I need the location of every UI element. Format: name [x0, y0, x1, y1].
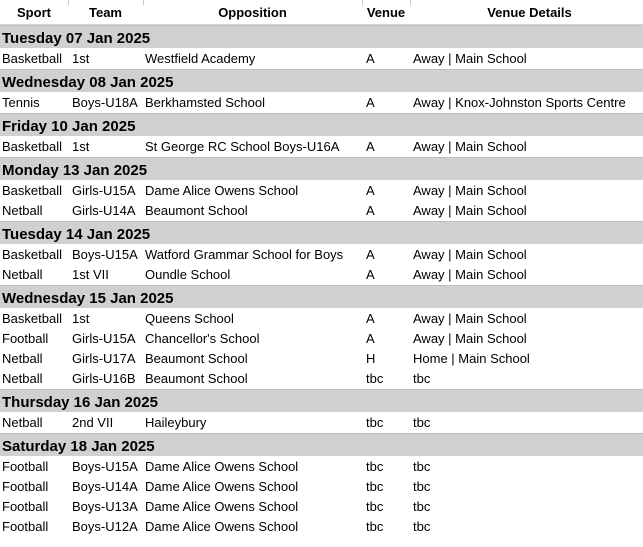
fixture-venue-cell[interactable]: A [366, 51, 375, 66]
fixture-venue-cell[interactable]: H [366, 351, 376, 366]
fixture-team-cell[interactable]: 1st [72, 311, 90, 326]
fixture-row[interactable] [0, 265, 643, 285]
fixture-venue-cell[interactable]: tbc [366, 519, 384, 534]
fixture-opposition-cell[interactable]: Berkhamsted School [145, 95, 265, 110]
column-header-venue[interactable]: Venue [366, 5, 406, 20]
fixture-sport-cell[interactable]: Basketball [2, 51, 62, 66]
fixture-row[interactable] [0, 497, 643, 517]
fixture-opposition-cell[interactable]: Oundle School [145, 267, 231, 282]
fixture-team-cell[interactable]: 1st VII [72, 267, 109, 282]
date-group-header[interactable] [0, 113, 643, 137]
fixture-venue-details-cell[interactable]: tbc [413, 371, 431, 386]
fixture-opposition-cell[interactable]: Dame Alice Owens School [145, 519, 299, 534]
fixture-row[interactable] [0, 245, 643, 265]
fixture-row[interactable] [0, 349, 643, 369]
column-header-sport[interactable]: Sport [17, 5, 51, 20]
date-group-label: Wednesday 15 Jan 2025 [2, 290, 174, 307]
fixture-venue-details-cell[interactable]: Away | Main School [413, 139, 527, 154]
date-group-label: Wednesday 08 Jan 2025 [2, 74, 174, 91]
column-divider [362, 0, 363, 5]
date-group-header[interactable] [0, 69, 643, 93]
fixture-venue-cell[interactable]: tbc [366, 371, 384, 386]
fixture-sport-cell[interactable]: Basketball [2, 247, 62, 262]
fixture-team-cell[interactable]: Girls-U17A [72, 351, 136, 366]
fixture-opposition-cell[interactable]: St George RC School Boys-U16A [145, 139, 340, 154]
fixture-sport-cell[interactable]: Netball [2, 267, 43, 282]
fixture-sport-cell[interactable]: Football [2, 499, 49, 514]
fixture-venue-details-cell[interactable]: Away | Main School [413, 331, 527, 346]
fixture-venue-cell[interactable]: tbc [366, 415, 384, 430]
fixture-venue-cell[interactable]: A [366, 331, 375, 346]
fixture-opposition-cell[interactable]: Beaumont School [145, 351, 248, 366]
fixture-venue-cell[interactable]: A [366, 139, 375, 154]
column-divider [143, 0, 144, 5]
fixture-opposition-cell[interactable]: Queens School [145, 311, 234, 326]
date-group-label: Saturday 18 Jan 2025 [2, 438, 155, 455]
fixture-venue-details-cell[interactable]: Away | Main School [413, 183, 527, 198]
fixture-row[interactable] [0, 329, 643, 349]
fixture-sport-cell[interactable]: Football [2, 479, 49, 494]
fixture-team-cell[interactable]: 1st [72, 51, 90, 66]
fixture-sport-cell[interactable]: Netball [2, 351, 43, 366]
fixture-venue-details-cell[interactable]: Away | Knox-Johnston Sports Centre [413, 95, 626, 110]
fixture-venue-cell[interactable]: tbc [366, 499, 384, 514]
fixture-venue-details-cell[interactable]: tbc [413, 479, 431, 494]
column-header-team[interactable]: Team [89, 5, 122, 20]
fixture-sport-cell[interactable]: Basketball [2, 139, 62, 154]
date-group-header[interactable] [0, 285, 643, 309]
fixture-venue-cell[interactable]: A [366, 183, 375, 198]
date-group-header[interactable] [0, 389, 643, 413]
fixture-opposition-cell[interactable]: Dame Alice Owens School [145, 183, 299, 198]
fixture-row[interactable] [0, 201, 643, 221]
fixture-opposition-cell[interactable]: Dame Alice Owens School [145, 479, 299, 494]
fixture-row[interactable] [0, 93, 643, 113]
fixture-sport-cell[interactable]: Basketball [2, 311, 62, 326]
fixture-venue-cell[interactable]: A [366, 203, 375, 218]
date-group-header[interactable] [0, 221, 643, 245]
fixture-row[interactable] [0, 181, 643, 201]
fixture-team-cell[interactable]: Girls-U14A [72, 203, 136, 218]
fixture-groups [0, 25, 643, 537]
date-group-header[interactable] [0, 25, 643, 49]
fixture-team-cell[interactable]: Boys-U15A [72, 459, 138, 474]
date-group-label: Thursday 16 Jan 2025 [2, 394, 158, 411]
date-group-label: Tuesday 07 Jan 2025 [2, 30, 151, 47]
fixture-team-cell[interactable]: 1st [72, 139, 90, 154]
fixture-opposition-cell[interactable]: Beaumont School [145, 203, 248, 218]
fixture-row[interactable] [0, 49, 643, 69]
fixture-sport-cell[interactable]: Football [2, 459, 49, 474]
fixture-venue-cell[interactable]: A [366, 95, 375, 110]
fixture-venue-details-cell[interactable]: Away | Main School [413, 311, 527, 326]
fixture-row[interactable] [0, 369, 643, 389]
fixture-venue-details-cell[interactable]: Away | Main School [413, 247, 527, 262]
date-group-header[interactable] [0, 433, 643, 457]
date-group-label: Monday 13 Jan 2025 [2, 162, 148, 179]
fixture-venue-cell[interactable]: A [366, 247, 375, 262]
fixture-venue-cell[interactable]: A [366, 267, 375, 282]
fixture-sport-cell[interactable]: Tennis [2, 95, 40, 110]
fixture-venue-details-cell[interactable]: tbc [413, 415, 431, 430]
fixture-sport-cell[interactable]: Basketball [2, 183, 62, 198]
fixture-team-cell[interactable]: Boys-U12A [72, 519, 138, 534]
fixture-venue-details-cell[interactable]: tbc [413, 519, 431, 534]
fixture-team-cell[interactable]: Boys-U15A [72, 247, 138, 262]
fixture-venue-details-cell[interactable]: Away | Main School [413, 203, 527, 218]
fixture-venue-details-cell[interactable]: tbc [413, 459, 431, 474]
fixture-row[interactable] [0, 477, 643, 497]
fixture-opposition-cell[interactable]: Watford Grammar School for Boys [145, 247, 344, 262]
fixture-team-cell[interactable]: Girls-U16B [72, 371, 136, 386]
fixture-sport-cell[interactable]: Netball [2, 415, 43, 430]
fixture-venue-details-cell[interactable]: Home | Main School [413, 351, 530, 366]
fixture-venue-cell[interactable]: tbc [366, 479, 384, 494]
fixture-sport-cell[interactable]: Football [2, 331, 49, 346]
fixture-row[interactable] [0, 457, 643, 477]
fixture-venue-cell[interactable]: A [366, 311, 375, 326]
fixture-team-cell[interactable]: Girls-U15A [72, 183, 136, 198]
column-header-row [0, 0, 643, 25]
fixture-row[interactable] [0, 517, 643, 537]
fixture-row[interactable] [0, 309, 643, 329]
fixture-opposition-cell[interactable]: Beaumont School [145, 371, 248, 386]
date-group-label: Friday 10 Jan 2025 [2, 118, 136, 135]
column-divider [68, 0, 69, 5]
column-divider [410, 0, 411, 5]
column-header-venue-details[interactable]: Venue Details [487, 5, 572, 20]
fixture-opposition-cell[interactable]: Haileybury [145, 415, 207, 430]
fixture-venue-details-cell[interactable]: tbc [413, 499, 431, 514]
fixture-venue-details-cell[interactable]: Away | Main School [413, 51, 527, 66]
fixture-team-cell[interactable]: Boys-U13A [72, 499, 138, 514]
fixture-team-cell[interactable]: Boys-U14A [72, 479, 138, 494]
fixture-team-cell[interactable]: Girls-U15A [72, 331, 136, 346]
fixture-opposition-cell[interactable]: Dame Alice Owens School [145, 499, 299, 514]
date-group-header[interactable] [0, 157, 643, 181]
fixture-sport-cell[interactable]: Football [2, 519, 49, 534]
fixture-row[interactable] [0, 413, 643, 433]
fixture-opposition-cell[interactable]: Westfield Academy [145, 51, 256, 66]
fixture-opposition-cell[interactable]: Chancellor's School [145, 331, 260, 346]
fixture-team-cell[interactable]: Boys-U18A [72, 95, 138, 110]
fixture-team-cell[interactable]: 2nd VII [72, 415, 114, 430]
fixture-row[interactable] [0, 137, 643, 157]
fixture-sport-cell[interactable]: Netball [2, 371, 43, 386]
fixture-venue-details-cell[interactable]: Away | Main School [413, 267, 527, 282]
column-header-opposition[interactable]: Opposition [218, 5, 287, 20]
fixture-opposition-cell[interactable]: Dame Alice Owens School [145, 459, 299, 474]
fixture-sport-cell[interactable]: Netball [2, 203, 43, 218]
date-group-label: Tuesday 14 Jan 2025 [2, 226, 151, 243]
fixture-venue-cell[interactable]: tbc [366, 459, 384, 474]
